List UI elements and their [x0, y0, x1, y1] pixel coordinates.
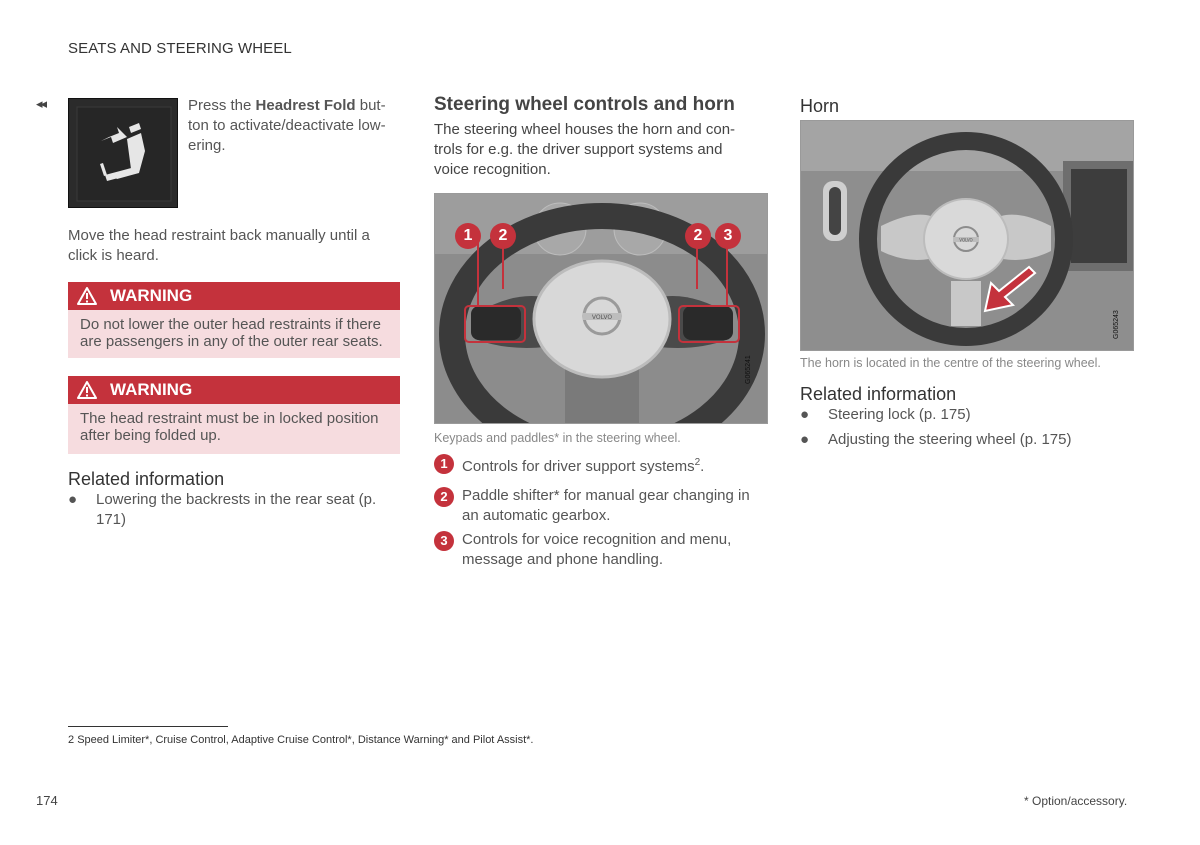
warning-title: WARNING: [110, 380, 193, 399]
warning-box-2: [68, 376, 400, 454]
image-caption: Keypads and paddles* in the steering wheel.: [434, 431, 681, 445]
footnote-divider: [68, 726, 228, 727]
bullet-icon: ●: [800, 431, 810, 448]
callout-2: 2: [490, 223, 516, 249]
callout-1: 1: [455, 223, 481, 249]
number-badge: 3: [434, 531, 454, 551]
warning-triangle-icon: [76, 286, 98, 306]
list-item[interactable]: [800, 405, 1120, 425]
related-link[interactable]: Steering lock (p. 175): [828, 406, 971, 423]
footnote: [68, 734, 534, 746]
list-item: 3 Controls for voice recognition and menu, message and phone handling.: [434, 530, 764, 570]
headrest-fold-icon: [69, 99, 179, 209]
callout-2: 2: [685, 223, 711, 249]
option-note: * Option/accessory.: [1024, 794, 1128, 808]
horn-image: [800, 120, 1134, 351]
volvo-badge: VOLVO: [591, 314, 613, 321]
related-link[interactable]: Adjusting the steering wheel (p. 175): [828, 431, 1072, 448]
related-link[interactable]: Lowering the backrests in the rear seat (p. 171): [96, 491, 377, 528]
image-code: G065241: [745, 355, 752, 384]
number-badge: 2: [434, 487, 454, 507]
list-item: 2 Paddle shifter* for manual gear changing in an automatic gearbox.: [434, 486, 764, 526]
warning-title: WARNING: [110, 286, 193, 305]
horn-illustration: [801, 121, 1134, 351]
list-item: 1 Controls for driver support systems$^2$.: [434, 453, 764, 477]
steering-wheel-controls-image: [434, 193, 768, 424]
manual-restraint-paragraph: Move the head restraint back manually until a click is heard.: [68, 227, 370, 264]
warning-header: [68, 376, 400, 404]
page-number: 174: [36, 793, 58, 808]
warning-text: Do not lower the outer head restraints if there are passengers in any of the outer rear seats.: [68, 310, 400, 358]
callout-3: 3: [715, 223, 741, 249]
number-badge: 1: [434, 454, 454, 474]
section-title: Steering wheel controls and horn: [434, 94, 735, 115]
warning-triangle-icon: [76, 380, 98, 400]
list-item[interactable]: [800, 430, 1120, 450]
horn-heading: Horn: [800, 96, 840, 116]
footnote-number: 2: [68, 734, 75, 746]
section-header: SEATS AND STEERING WHEEL: [68, 40, 292, 57]
warning-header: [68, 282, 400, 310]
image-code: G065243: [1113, 310, 1120, 339]
related-info-heading: Related information: [800, 384, 957, 404]
volvo-badge: VOLVO: [959, 237, 973, 243]
warning-box-1: [68, 282, 400, 358]
footnote-text: Speed Limiter*, Cruise Control, Adaptive Cruise Control*, Distance Warning* and Pilot Assist*.: [77, 734, 534, 746]
headrest-fold-button-image: [68, 98, 178, 208]
back-arrows-icon[interactable]: ◂◂: [36, 96, 46, 111]
intro-paragraph: The steering wheel houses the horn and con-trols for e.g. the driver support systems and voice recognition.: [434, 121, 736, 178]
footnote-ref[interactable]: 2: [694, 457, 701, 468]
headrest-fold-label: Headrest Fold: [255, 97, 356, 114]
list-item[interactable]: [68, 490, 378, 530]
warning-text: The head restraint must be in locked position after being folded up.: [68, 404, 400, 454]
bullet-icon: ●: [800, 406, 810, 423]
image-caption: The horn is located in the centre of the steering wheel.: [800, 356, 1101, 370]
bullet-icon: ●: [68, 491, 78, 508]
headrest-fold-instruction: Press the Headrest Fold but-ton to activate/deactivate low-ering.: [188, 97, 386, 154]
related-info-heading: Related information: [68, 469, 225, 489]
